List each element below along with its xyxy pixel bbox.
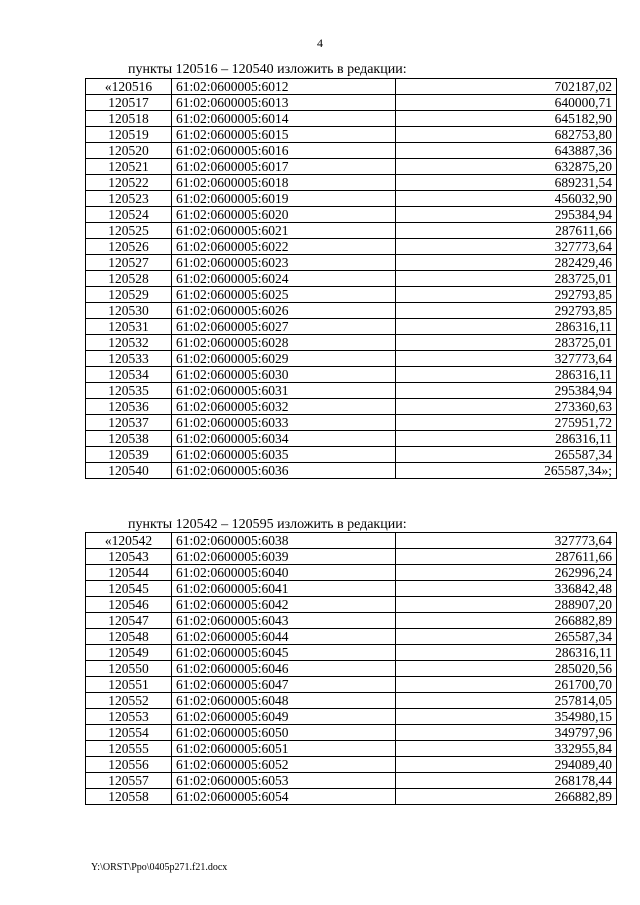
- cadastral-number-cell: 61:02:0600005:6041: [172, 581, 396, 597]
- item-number-cell: 120536: [86, 399, 172, 415]
- item-number-cell: 120558: [86, 789, 172, 805]
- cadastral-number-cell: 61:02:0600005:6035: [172, 447, 396, 463]
- cadastral-number-cell: 61:02:0600005:6024: [172, 271, 396, 287]
- cadastral-value-cell: 336842,48: [396, 581, 617, 597]
- item-number-cell: «120516: [86, 79, 172, 95]
- table-row: [86, 661, 617, 677]
- item-number-cell: 120547: [86, 613, 172, 629]
- cadastral-number-cell: 61:02:0600005:6021: [172, 223, 396, 239]
- item-number-cell: 120550: [86, 661, 172, 677]
- table-row: [86, 111, 617, 127]
- table-row: [86, 741, 617, 757]
- cadastral-number-cell: 61:02:0600005:6038: [172, 533, 396, 549]
- file-path-footer: Y:\ORST\Ppo\0405p271.f21.docx: [91, 862, 228, 873]
- table-row: [86, 565, 617, 581]
- cadastral-number-cell: 61:02:0600005:6034: [172, 431, 396, 447]
- item-number-cell: 120518: [86, 111, 172, 127]
- cadastral-number-cell: 61:02:0600005:6048: [172, 693, 396, 709]
- table-row: [86, 351, 617, 367]
- cadastral-number-cell: 61:02:0600005:6019: [172, 191, 396, 207]
- cadastral-number-cell: 61:02:0600005:6032: [172, 399, 396, 415]
- cadastral-value-cell: 702187,02: [396, 79, 617, 95]
- item-number-cell: 120523: [86, 191, 172, 207]
- table-row: [86, 319, 617, 335]
- cadastral-value-cell: 262996,24: [396, 565, 617, 581]
- cadastral-value-cell: 287611,66: [396, 549, 617, 565]
- cadastral-number-cell: 61:02:0600005:6018: [172, 175, 396, 191]
- cadastral-value-cell: 266882,89: [396, 789, 617, 805]
- cadastral-value-cell: 287611,66: [396, 223, 617, 239]
- table-row: [86, 431, 617, 447]
- cadastral-value-cell: 275951,72: [396, 415, 617, 431]
- item-number-cell: 120537: [86, 415, 172, 431]
- cadastral-number-cell: 61:02:0600005:6039: [172, 549, 396, 565]
- item-number-cell: 120539: [86, 447, 172, 463]
- item-number-cell: 120533: [86, 351, 172, 367]
- cadastral-value-cell: 261700,70: [396, 677, 617, 693]
- table-row: [86, 127, 617, 143]
- table-row: [86, 95, 617, 111]
- table-row: [86, 159, 617, 175]
- item-number-cell: 120553: [86, 709, 172, 725]
- cadastral-number-cell: 61:02:0600005:6013: [172, 95, 396, 111]
- cadastral-number-cell: 61:02:0600005:6028: [172, 335, 396, 351]
- cadastral-value-cell: 292793,85: [396, 303, 617, 319]
- table-row: [86, 463, 617, 479]
- table-row: [86, 629, 617, 645]
- cadastral-value-cell: 354980,15: [396, 709, 617, 725]
- page-number: 4: [317, 36, 323, 50]
- cadastral-number-cell: 61:02:0600005:6050: [172, 725, 396, 741]
- cadastral-number-cell: 61:02:0600005:6017: [172, 159, 396, 175]
- table-row: [86, 757, 617, 773]
- table-row: [86, 597, 617, 613]
- cadastral-number-cell: 61:02:0600005:6040: [172, 565, 396, 581]
- item-number-cell: 120530: [86, 303, 172, 319]
- table-row: [86, 789, 617, 805]
- cadastral-value-cell: 286316,11: [396, 319, 617, 335]
- section-heading-2: пункты 120542 – 120595 изложить в редакции:: [128, 517, 407, 532]
- item-number-cell: 120534: [86, 367, 172, 383]
- cadastral-value-cell: 286316,11: [396, 431, 617, 447]
- cadastral-value-cell: 632875,20: [396, 159, 617, 175]
- cadastral-value-cell: 456032,90: [396, 191, 617, 207]
- cadastral-number-cell: 61:02:0600005:6046: [172, 661, 396, 677]
- cadastral-value-cell: 265587,34: [396, 629, 617, 645]
- cadastral-value-table-2: [85, 532, 617, 805]
- table-row: [86, 725, 617, 741]
- table-body-1: [86, 79, 617, 479]
- table-row: [86, 191, 617, 207]
- item-number-cell: 120535: [86, 383, 172, 399]
- table-row: [86, 549, 617, 565]
- cadastral-value-cell: 283725,01: [396, 335, 617, 351]
- table-row: [86, 143, 617, 159]
- cadastral-value-cell: 332955,84: [396, 741, 617, 757]
- cadastral-number-cell: 61:02:0600005:6014: [172, 111, 396, 127]
- cadastral-number-cell: 61:02:0600005:6020: [172, 207, 396, 223]
- cadastral-value-cell: 327773,64: [396, 239, 617, 255]
- item-number-cell: 120540: [86, 463, 172, 479]
- cadastral-value-cell: 645182,90: [396, 111, 617, 127]
- cadastral-number-cell: 61:02:0600005:6015: [172, 127, 396, 143]
- cadastral-number-cell: 61:02:0600005:6033: [172, 415, 396, 431]
- cadastral-number-cell: 61:02:0600005:6036: [172, 463, 396, 479]
- item-number-cell: 120545: [86, 581, 172, 597]
- item-number-cell: 120544: [86, 565, 172, 581]
- table-row: [86, 367, 617, 383]
- item-number-cell: 120528: [86, 271, 172, 287]
- table-row: [86, 677, 617, 693]
- cadastral-number-cell: 61:02:0600005:6026: [172, 303, 396, 319]
- table-row: [86, 287, 617, 303]
- table-row: [86, 303, 617, 319]
- cadastral-number-cell: 61:02:0600005:6031: [172, 383, 396, 399]
- cadastral-number-cell: 61:02:0600005:6053: [172, 773, 396, 789]
- cadastral-value-cell: 268178,44: [396, 773, 617, 789]
- item-number-cell: 120519: [86, 127, 172, 143]
- cadastral-number-cell: 61:02:0600005:6030: [172, 367, 396, 383]
- item-number-cell: 120555: [86, 741, 172, 757]
- cadastral-value-cell: 265587,34»;: [396, 463, 617, 479]
- cadastral-number-cell: 61:02:0600005:6022: [172, 239, 396, 255]
- item-number-cell: 120548: [86, 629, 172, 645]
- cadastral-value-cell: 282429,46: [396, 255, 617, 271]
- cadastral-value-table-1: [85, 78, 617, 479]
- item-number-cell: 120549: [86, 645, 172, 661]
- item-number-cell: 120524: [86, 207, 172, 223]
- cadastral-value-cell: 643887,36: [396, 143, 617, 159]
- item-number-cell: 120543: [86, 549, 172, 565]
- cadastral-value-cell: 273360,63: [396, 399, 617, 415]
- cadastral-number-cell: 61:02:0600005:6043: [172, 613, 396, 629]
- cadastral-value-cell: 286316,11: [396, 367, 617, 383]
- item-number-cell: 120522: [86, 175, 172, 191]
- table-row: [86, 645, 617, 661]
- table-row: [86, 693, 617, 709]
- cadastral-number-cell: 61:02:0600005:6025: [172, 287, 396, 303]
- cadastral-value-cell: 266882,89: [396, 613, 617, 629]
- cadastral-value-cell: 295384,94: [396, 383, 617, 399]
- item-number-cell: 120527: [86, 255, 172, 271]
- cadastral-value-cell: 682753,80: [396, 127, 617, 143]
- item-number-cell: 120529: [86, 287, 172, 303]
- cadastral-number-cell: 61:02:0600005:6023: [172, 255, 396, 271]
- table-row: [86, 613, 617, 629]
- cadastral-value-cell: 295384,94: [396, 207, 617, 223]
- cadastral-value-cell: 349797,96: [396, 725, 617, 741]
- item-number-cell: 120532: [86, 335, 172, 351]
- table-row: [86, 773, 617, 789]
- cadastral-number-cell: 61:02:0600005:6049: [172, 709, 396, 725]
- table-row: [86, 399, 617, 415]
- item-number-cell: 120557: [86, 773, 172, 789]
- table-row: [86, 175, 617, 191]
- cadastral-value-cell: 640000,71: [396, 95, 617, 111]
- table-row: [86, 533, 617, 549]
- cadastral-number-cell: 61:02:0600005:6047: [172, 677, 396, 693]
- item-number-cell: 120546: [86, 597, 172, 613]
- section-heading-1: пункты 120516 – 120540 изложить в редакции:: [128, 62, 407, 77]
- table-body-2: [86, 533, 617, 805]
- cadastral-value-cell: 257814,05: [396, 693, 617, 709]
- item-number-cell: 120531: [86, 319, 172, 335]
- cadastral-value-cell: 327773,64: [396, 351, 617, 367]
- item-number-cell: «120542: [86, 533, 172, 549]
- cadastral-value-cell: 288907,20: [396, 597, 617, 613]
- cadastral-number-cell: 61:02:0600005:6051: [172, 741, 396, 757]
- cadastral-number-cell: 61:02:0600005:6042: [172, 597, 396, 613]
- table-row: [86, 709, 617, 725]
- cadastral-number-cell: 61:02:0600005:6044: [172, 629, 396, 645]
- cadastral-value-cell: 689231,54: [396, 175, 617, 191]
- item-number-cell: 120521: [86, 159, 172, 175]
- item-number-cell: 120526: [86, 239, 172, 255]
- table-row: [86, 447, 617, 463]
- table-row: [86, 79, 617, 95]
- cadastral-number-cell: 61:02:0600005:6012: [172, 79, 396, 95]
- table-row: [86, 383, 617, 399]
- cadastral-value-cell: 294089,40: [396, 757, 617, 773]
- cadastral-number-cell: 61:02:0600005:6016: [172, 143, 396, 159]
- cadastral-number-cell: 61:02:0600005:6027: [172, 319, 396, 335]
- cadastral-value-cell: 285020,56: [396, 661, 617, 677]
- table-row: [86, 207, 617, 223]
- item-number-cell: 120525: [86, 223, 172, 239]
- item-number-cell: 120520: [86, 143, 172, 159]
- table-row: [86, 581, 617, 597]
- cadastral-value-cell: 292793,85: [396, 287, 617, 303]
- item-number-cell: 120556: [86, 757, 172, 773]
- cadastral-number-cell: 61:02:0600005:6029: [172, 351, 396, 367]
- cadastral-value-cell: 286316,11: [396, 645, 617, 661]
- table-row: [86, 415, 617, 431]
- table-row: [86, 239, 617, 255]
- item-number-cell: 120551: [86, 677, 172, 693]
- table-row: [86, 335, 617, 351]
- cadastral-number-cell: 61:02:0600005:6045: [172, 645, 396, 661]
- table-row: [86, 271, 617, 287]
- cadastral-value-cell: 283725,01: [396, 271, 617, 287]
- item-number-cell: 120552: [86, 693, 172, 709]
- table-row: [86, 255, 617, 271]
- cadastral-number-cell: 61:02:0600005:6052: [172, 757, 396, 773]
- item-number-cell: 120517: [86, 95, 172, 111]
- table-row: [86, 223, 617, 239]
- cadastral-number-cell: 61:02:0600005:6054: [172, 789, 396, 805]
- cadastral-value-cell: 327773,64: [396, 533, 617, 549]
- item-number-cell: 120538: [86, 431, 172, 447]
- cadastral-value-cell: 265587,34: [396, 447, 617, 463]
- item-number-cell: 120554: [86, 725, 172, 741]
